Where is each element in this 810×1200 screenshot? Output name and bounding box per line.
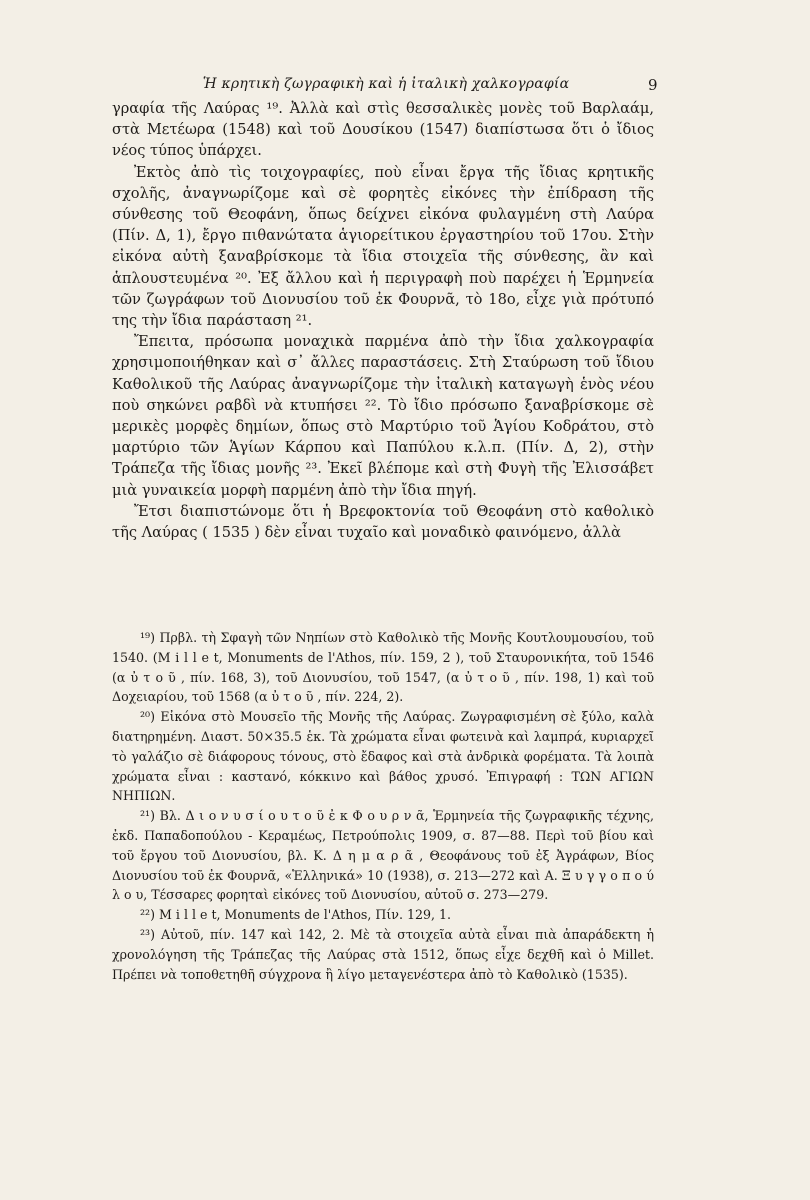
footnote-23: ²³) Αὐτοῦ, πίν. 147 καὶ 142, 2. Μὲ τὰ στοιχεῖα αὐτὰ εἶναι πιὰ ἀπαράδεκτη ἡ χρονολόγηση τῆς Τράπεζας τῆς Λαύρας στὰ 1512, ὅπως εἶχε δεχθῆ καὶ ὁ Millet. Πρέπει νὰ τοποθετηθῆ σύγχρονα ἢ λίγο μεταγενέστερα ἀπὸ τὸ Καθολικὸ (1535). — [112, 926, 654, 982]
main-text — [112, 98, 654, 543]
paragraph: Ἔπειτα, πρόσωπα μοναχικὰ παρμένα ἀπὸ τὴν ἴδια χαλκογραφία χρησιμοποιήθηκαν καὶ σ᾽ ἄλλες παραστάσεις. Στὴ Σταύρωση τοῦ ἴδιου Καθολικοῦ τῆς Λαύρας ἀναγνωρίζομε τὴν ἰταλικὴ καταγωγὴ ἑνὸς νέου ποὺ σηκώνει ραβδὶ νὰ κτυπήσει ²². Τὸ ἴδιο πρόσωπο ξαναβρίσκομε σὲ μερικὲς μορφὲς δημίων, ὅπως στὸ Μαρτύριο τοῦ Ἁγίου Κοδράτου, στὸ μαρτύριο τῶν Ἁγίων Κάρπου καὶ Παπύλου κ.λ.π. (Πίν. Δ, 2), στὴν Τράπεζα τῆς ἴδιας μονῆς ²³. Ἐκεῖ βλέπομε καὶ στὴ Φυγὴ τῆς Ἐλισσάβετ μιὰ γυναικεία μορφὴ παρμένη ἀπὸ τὴν ἴδια πηγή. — [112, 333, 654, 499]
page-number: 9 — [648, 76, 658, 94]
footnotes — [112, 628, 654, 984]
footnote-20: ²⁰) Εἰκόνα στὸ Μουσεῖο τῆς Μονῆς τῆς Λαύρας. Ζωγραφισμένη σὲ ξύλο, καλὰ διατηρημένη. Διαστ. 50×35.5 ἑκ. Τὰ χρώματα εἶναι φωτεινὰ καὶ λαμπρά, κυριαρχεῖ τὸ γαλάζιο σὲ διάφορους τόνους, στὸ ἔδαφος καὶ στὰ ἀνδρικὰ φορέματα. Τὰ λοιπὰ χρώματα εἶναι : καστανό, κόκκινο καὶ βάθος χρυσό. Ἐπιγραφή : ΤΩΝ ΑΓΙΩΝ ΝΗΠΙΩΝ. — [112, 709, 654, 804]
footnote-19: ¹⁹) Πρβλ. τὴ Σφαγὴ τῶν Νηπίων στὸ Καθολικὸ τῆς Μονῆς Κουτλουμουσίου, τοῦ 1540. (M i l l e t, Monuments de l'Athos, πίν. 159, 2 ), τοῦ Σταυρονικήτα, τοῦ 1546 (α ὐ τ ο ῦ , πίν. 168, 3), τοῦ Διονυσίου, τοῦ 1547, (α ὐ τ ο ῦ , πίν. 198, 1) καὶ τοῦ Δοχειαρίου, τοῦ 1568 (α ὐ τ ο ῦ , πίν. 224, 2). — [112, 630, 654, 705]
running-header: Ἡ κρητικὴ ζωγραφικὴ καὶ ἡ ἰταλικὴ χαλκογραφία — [202, 76, 570, 92]
paragraph: Ἔτσι διαπιστώνομε ὅτι ἡ Βρεφοκτονία τοῦ Θεοφάνη στὸ καθολικὸ τῆς Λαύρας ( 1535 ) δὲν εἶναι τυχαῖο καὶ μοναδικὸ φαινόμενο, ἀλλὰ — [112, 502, 654, 542]
footnote-21: ²¹) Βλ. Δ ι ο ν υ σ ί ο υ τ ο ῦ ἐ κ Φ ο υ ρ ν ᾶ, Ἑρμηνεία τῆς ζωγραφικῆς τέχνης, ἐκδ. Παπαδοπούλου - Κεραμέως, Πετρούπολις 1909, σ. 87—88. Περὶ τοῦ βίου καὶ τοῦ ἔργου τοῦ Διονυσίου, βλ. Κ. Δ η μ α ρ ᾶ , Θεοφάνους τοῦ ἐξ Ἀγράφων, Βίος Διονυσίου τοῦ ἐκ Φουρνᾶ, «Ἑλληνικά» 10 (1938), σ. 213—272 καὶ Α. Ξ υ γ γ ο π ο ύ λ ο υ, Τέσσαρες φορηταὶ εἰκόνες τοῦ Διονυσίου, αὐτοῦ σ. 273—279. — [112, 808, 654, 903]
footnote-22: ²²) M i l l e t, Monuments de l'Athos, Πίν. 129, 1. — [140, 907, 452, 923]
paragraph-continuation: γραφία τῆς Λαύρας ¹⁹. Ἀλλὰ καὶ στὶς θεσσαλικὲς μονὲς τοῦ Βαρλαάμ, στὰ Μετέωρα (1548) καὶ τοῦ Δουσίκου (1547) διαπίστωσα ὅτι ὁ ἴδιος νέος τύπος ὑπάρχει. — [112, 100, 654, 160]
paragraph: Ἐκτὸς ἀπὸ τὶς τοιχογραφίες, ποὺ εἶναι ἔργα τῆς ἴδιας κρητικῆς σχολῆς, ἀναγνωρίζομε καὶ σὲ φορητὲς εἰκόνες τὴν ἐπίδραση τῆς σύνθεσης τοῦ Θεοφάνη, ὅπως δείχνει εἰκόνα φυλαγμένη στὴ Λαύρα (Πίν. Δ, 1), ἔργο πιθανώτατα ἁγιορείτικου ἐργαστηρίου τοῦ 17ου. Στὴν εἰκόνα αὐτὴ ξαναβρίσκομε τὰ ἴδια στοιχεῖα τῆς σύνθεσης, ἂν καὶ ἁπλουστευμένα ²⁰. Ἐξ ἄλλου καὶ ἡ περιγραφὴ ποὺ παρέχει ἡ Ἑρμηνεία τῶν ζωγράφων τοῦ Διονυσίου τοῦ ἐκ Φουρνᾶ, τὸ 18ο, εἶχε γιὰ πρότυπό της τὴν ἴδια παράσταση ²¹. — [112, 163, 654, 330]
